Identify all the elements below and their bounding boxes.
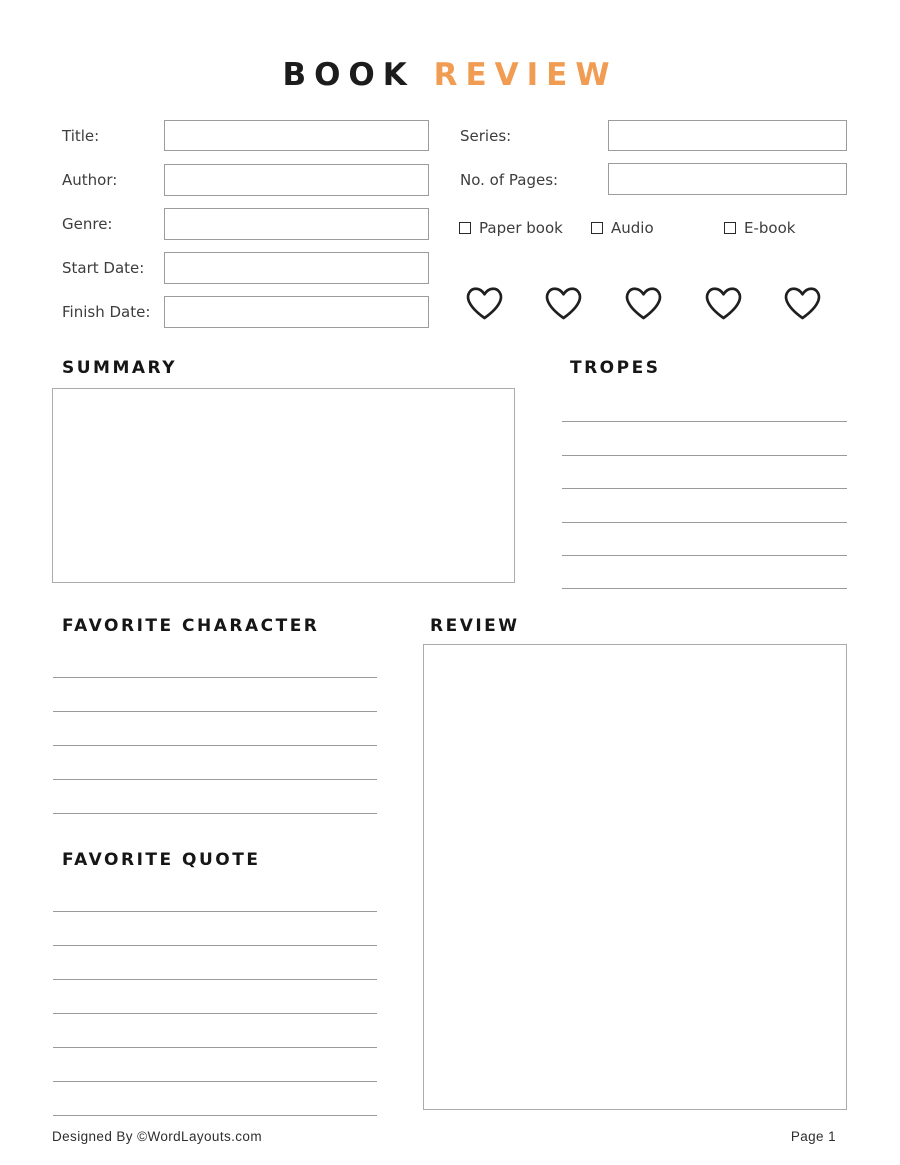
checkbox-ebook[interactable] [724, 219, 795, 237]
tropes-ruled-lines[interactable] [562, 389, 847, 589]
genre-field-input[interactable] [164, 208, 429, 240]
checkbox-icon[interactable] [724, 222, 736, 234]
tropes-heading: TROPES [570, 358, 661, 378]
ruled-line[interactable] [53, 946, 377, 980]
title-field-input[interactable] [164, 120, 429, 151]
page-title [0, 57, 900, 93]
ruled-line[interactable] [562, 422, 847, 455]
ruled-line[interactable] [562, 556, 847, 589]
author-field-input[interactable] [164, 164, 429, 196]
heart-outline-icon[interactable] [463, 282, 506, 323]
ruled-line[interactable] [53, 1048, 377, 1082]
favorite-character-heading: FAVORITE CHARACTER [62, 616, 320, 636]
ruled-line[interactable] [53, 746, 377, 780]
heart-outline-icon[interactable] [542, 282, 585, 323]
ruled-line[interactable] [53, 712, 377, 746]
ruled-line[interactable] [53, 912, 377, 946]
ruled-line[interactable] [53, 678, 377, 712]
ruled-line[interactable] [562, 489, 847, 522]
checkbox-paper-book[interactable] [459, 219, 563, 237]
checkbox-ebook-label: E-book [744, 219, 796, 237]
favorite-quote-heading: FAVORITE QUOTE [62, 850, 261, 870]
review-text-area[interactable] [423, 644, 847, 1110]
ruled-line[interactable] [53, 1014, 377, 1048]
footer-page-number: Page 1 [790, 1129, 836, 1144]
ruled-line[interactable] [53, 1082, 377, 1116]
ruled-line[interactable] [562, 389, 847, 422]
review-heading: REVIEW [430, 616, 520, 636]
title-field-label: Title: [62, 127, 100, 145]
summary-text-area[interactable] [52, 388, 515, 583]
summary-heading: SUMMARY [62, 358, 178, 378]
author-field-label: Author: [62, 171, 118, 189]
title-word-spacer [415, 57, 434, 93]
start-date-field-input[interactable] [164, 252, 429, 284]
page-title-accent: REVIEW [433, 56, 618, 93]
checkbox-paper-book-label: Paper book [479, 219, 563, 237]
checkbox-icon[interactable] [591, 222, 603, 234]
ruled-line[interactable] [53, 980, 377, 1014]
heart-rating [0, 282, 900, 324]
footer-credit: Designed By ©WordLayouts.com [52, 1129, 262, 1144]
heart-outline-icon[interactable] [781, 282, 824, 323]
start-date-field-label: Start Date: [62, 259, 145, 277]
heart-outline-icon[interactable] [622, 282, 665, 323]
ruled-line[interactable] [53, 644, 377, 678]
finish-date-field-label: Finish Date: [62, 303, 151, 321]
genre-field-label: Genre: [62, 215, 113, 233]
pages-field-input[interactable] [608, 163, 847, 195]
checkbox-icon[interactable] [459, 222, 471, 234]
favorite-quote-ruled-lines[interactable] [53, 878, 377, 1116]
page-title-black: BOOK [282, 56, 415, 93]
checkbox-audio-label: Audio [611, 219, 654, 237]
ruled-line[interactable] [53, 780, 377, 814]
heart-outline-icon[interactable] [702, 282, 745, 323]
ruled-line[interactable] [53, 878, 377, 912]
pages-field-label: No. of Pages: [460, 171, 559, 189]
favorite-character-ruled-lines[interactable] [53, 644, 377, 814]
ruled-line[interactable] [562, 456, 847, 489]
checkbox-audio[interactable] [591, 219, 654, 237]
series-field-label: Series: [460, 127, 512, 145]
ruled-line[interactable] [562, 523, 847, 556]
series-field-input[interactable] [608, 120, 847, 151]
